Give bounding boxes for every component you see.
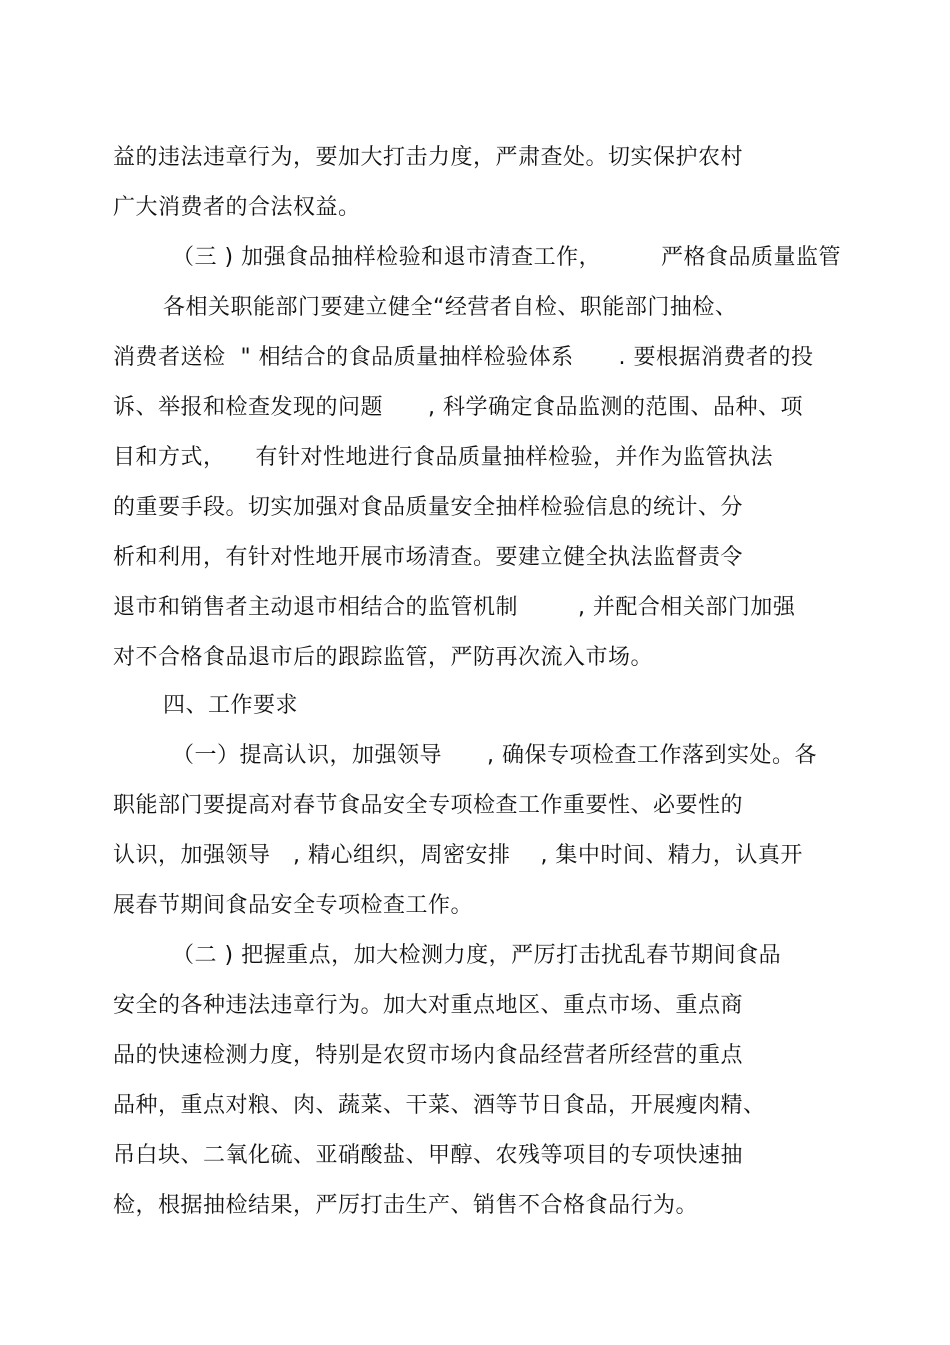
paragraph-line: （一）提高认识，加强领导 , 确保专项检查工作落到实处。各 xyxy=(172,743,817,768)
paragraph-line: 对不合格食品退市后的跟踪监管，严防再次流入市场。 xyxy=(113,645,654,670)
paragraph-line: 职能部门要提高对春节食品安全专项检查工作重要性、必要性的 xyxy=(113,793,744,818)
paragraph-line: 的重要手段。切实加强对食品质量安全抽样检验信息的统计、分 xyxy=(113,495,744,520)
paragraph-line: 益的违法违章行为，要加大打击力度，严肃查处。切实保护农村 xyxy=(113,145,744,170)
paragraph-line: 诉、举报和检查发现的问题 , 科学确定食品监测的范围、品种、项 xyxy=(113,395,803,420)
paragraph-line: 品的快速检测力度，特别是农贸市场内食品经营者所经营的重点 xyxy=(113,1043,744,1068)
paragraph-line: 检，根据抽检结果，严厉打击生产、销售不合格食品行为。 xyxy=(113,1193,699,1218)
paragraph-line: （二 ) 把握重点，加大检测力度，严厉打击扰乱春节期间食品 xyxy=(172,943,782,968)
paragraph-line: 展春节期间食品安全专项检查工作。 xyxy=(113,893,474,918)
paragraph-line: 退市和销售者主动退市相结合的监管机制 , 并配合相关部门加强 xyxy=(113,595,796,620)
paragraph-line: 析和利用，有针对性地开展市场清查。要建立健全执法监督责令 xyxy=(113,545,744,570)
paragraph-line: 各相关职能部门要建立健全“经营者自检、职能部门抽检、 xyxy=(163,295,738,320)
section-heading-3: （三 ) 加强食品抽样检验和退市清查工作， 严格食品质量监管 xyxy=(172,245,842,270)
paragraph-line: 消费者送检 " 相结合的食品质量抽样检验体系 . 要根据消费者的投 xyxy=(113,345,814,370)
paragraph-line: 吊白块、二氧化硫、亚硝酸盐、甲醇、农残等项目的专项快速抽 xyxy=(113,1143,744,1168)
section-heading-4: 四、工作要求 xyxy=(163,693,299,718)
paragraph-line: 安全的各种违法违章行为。加大对重点地区、重点市场、重点商 xyxy=(113,993,744,1018)
paragraph-line: 广大消费者的合法权益。 xyxy=(113,195,361,220)
paragraph-line: 目和方式， 有针对性地进行食品质量抽样检验，并作为监管执法 xyxy=(113,445,773,470)
paragraph-line: 认识，加强领导 , 精心组织，周密安排 , 集中时间、精力，认真开 xyxy=(113,843,803,868)
paragraph-line: 品种，重点对粮、肉、蔬菜、干菜、酒等节日食品，开展瘦肉精、 xyxy=(113,1093,766,1118)
